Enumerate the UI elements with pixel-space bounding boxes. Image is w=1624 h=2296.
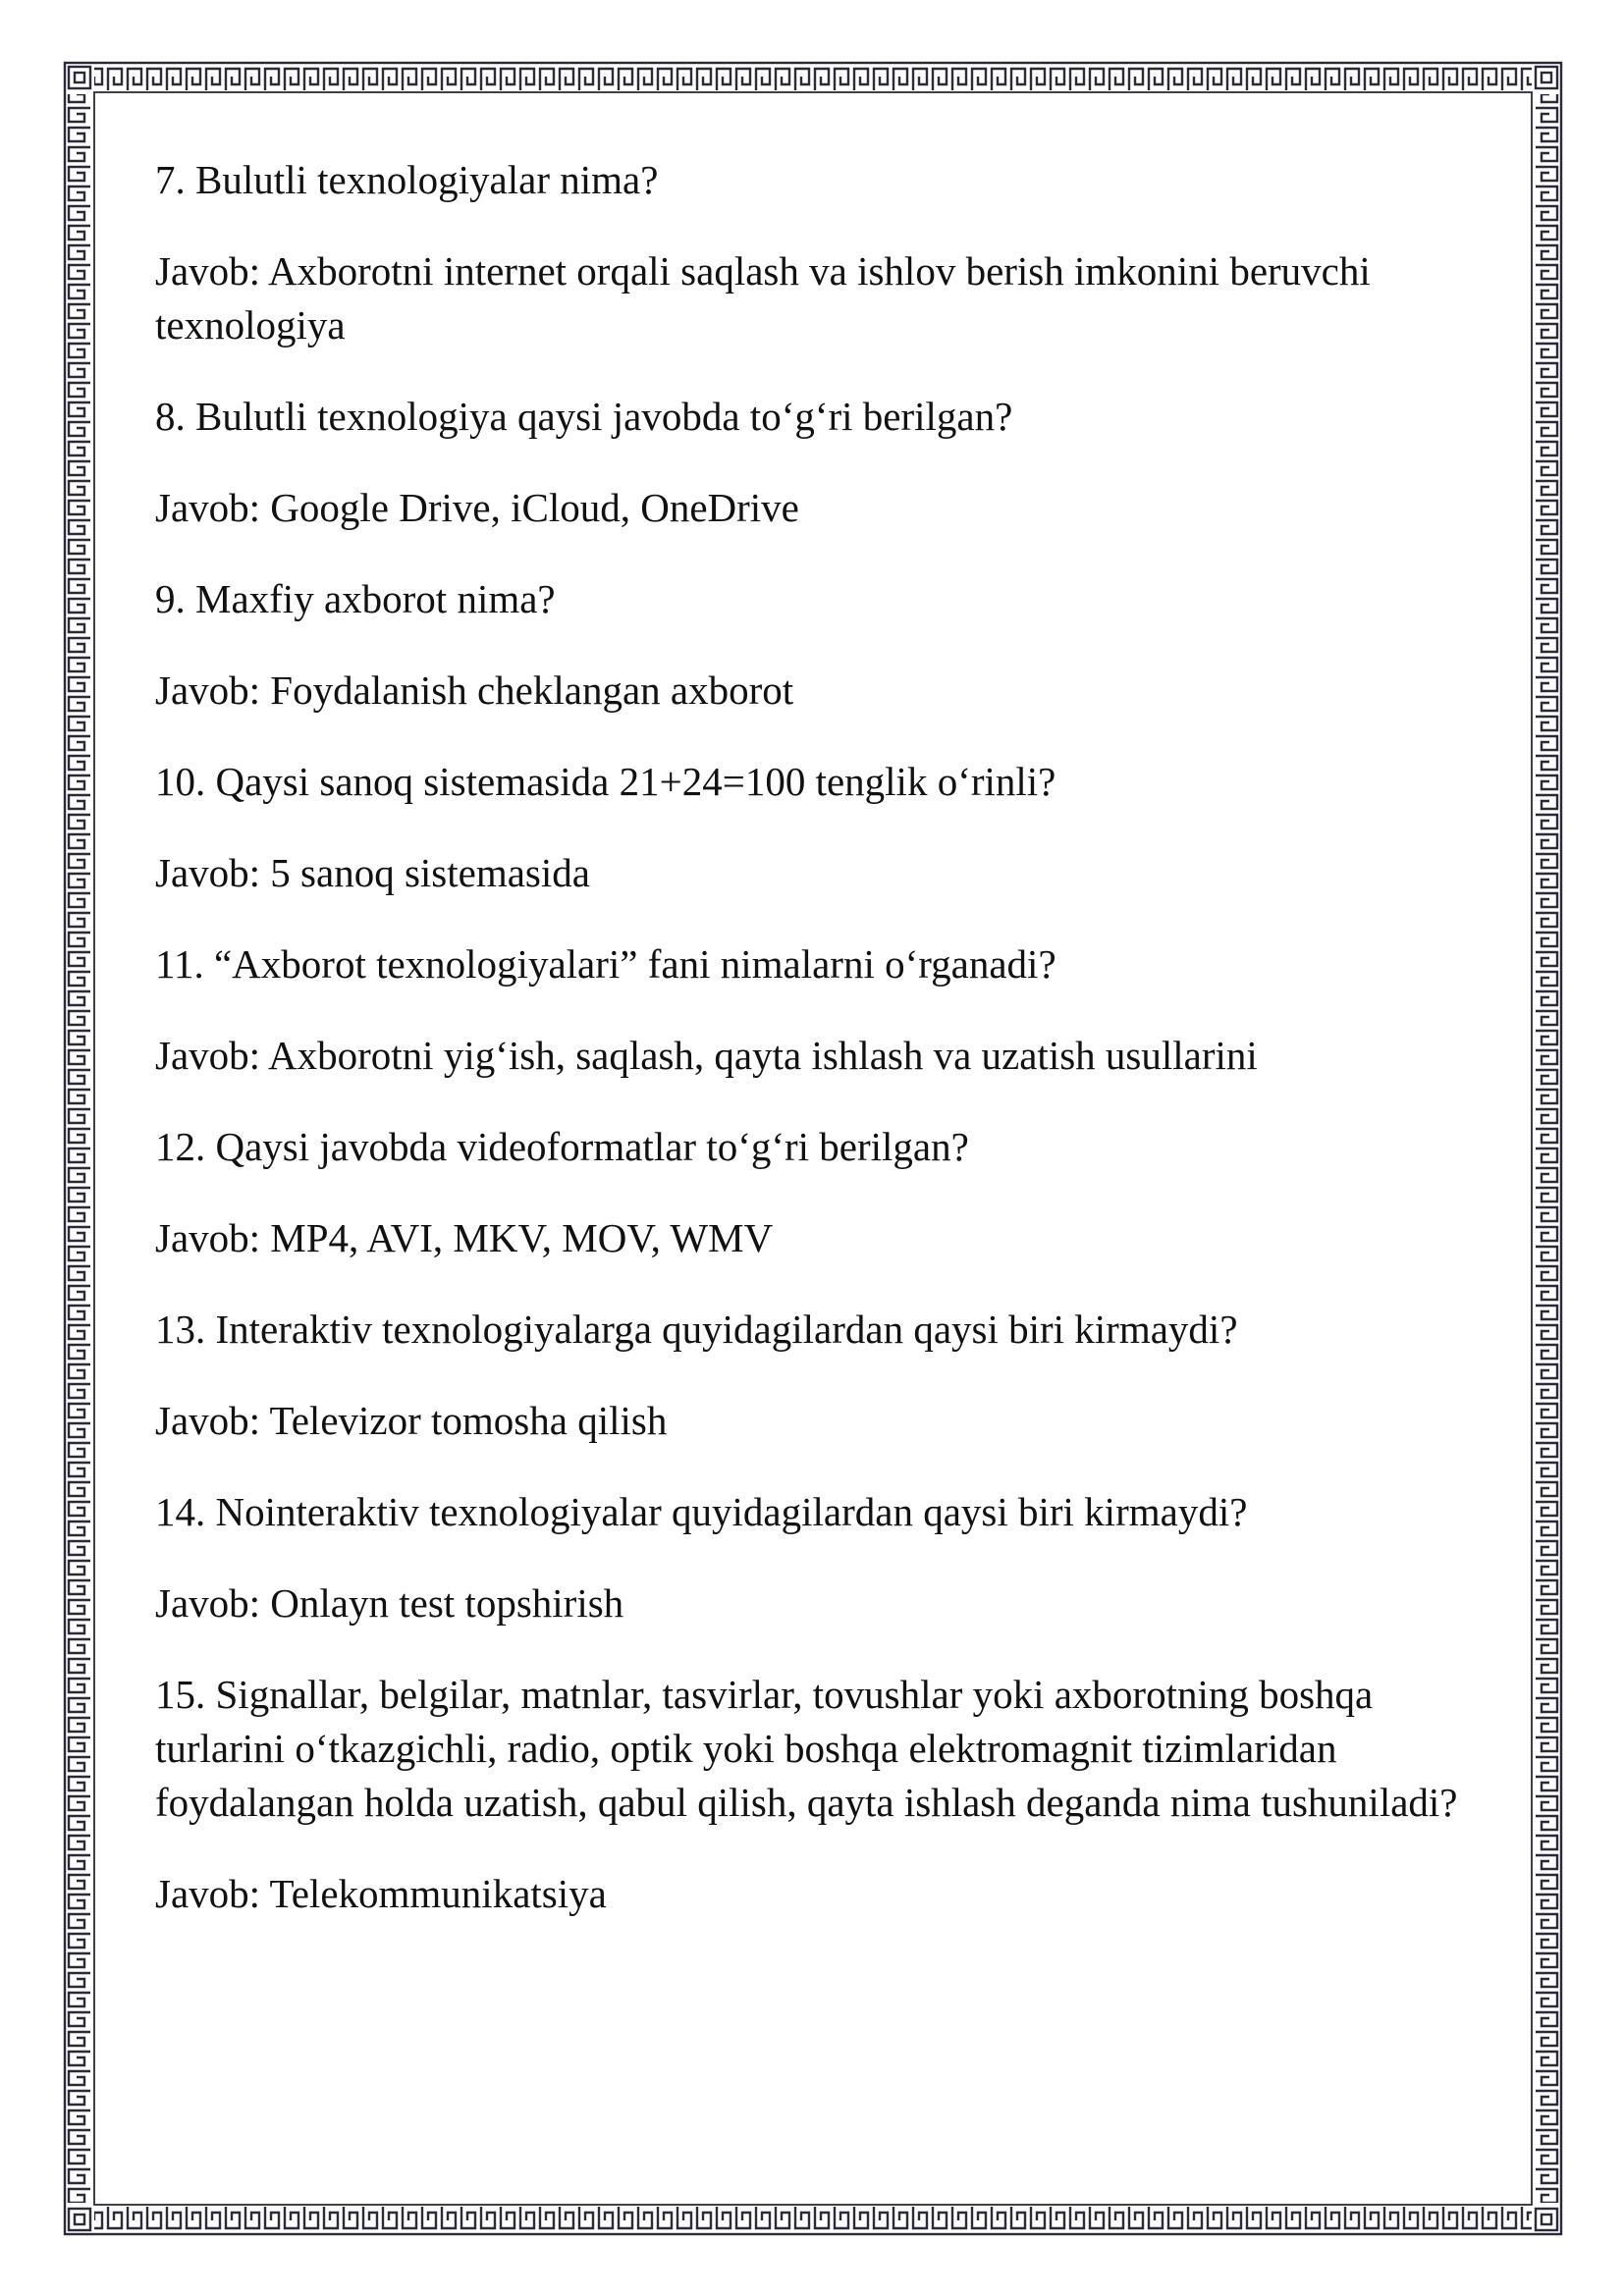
answer-text: Javob: Google Drive, iCloud, OneDrive <box>155 485 799 530</box>
qa-item-11 <box>155 937 1500 1083</box>
answer-text: Javob: Axborotni internet orqali saqlash va ishlov berish imkonini beruvchi texnologiya <box>155 248 1371 347</box>
qa-item-8 <box>155 390 1500 535</box>
qa-item-14 <box>155 1485 1500 1630</box>
answer-text: Javob: Onlayn test topshirish <box>155 1580 624 1626</box>
answer-text: Javob: Telekommunikatsiya <box>155 1871 607 1916</box>
question-text: 12. Qaysi javobda videoformatlar to‘g‘ri berilgan? <box>155 1124 969 1169</box>
question-text: 15. Signallar, belgilar, matnlar, tasvirlar, tovushlar yoki axborotning boshqa turlarini o‘tkazgichli, radio, optik yoki boshqa elektromagnit tizimlaridan foydalangan holda uzatish, qabul qilish, qayta ishlash deganda nima tushuniladi? <box>155 1672 1458 1825</box>
answer-text: Javob: Foydalanish cheklangan axborot <box>155 667 794 713</box>
question-text: 7. Bulutli texnologiyalar nima? <box>155 157 659 202</box>
question-text: 9. Maxfiy axborot nima? <box>155 576 556 621</box>
qa-item-13 <box>155 1303 1500 1448</box>
answer-text: Javob: 5 sanoq sistemasida <box>155 850 590 895</box>
question-text: 10. Qaysi sanoq sistemasida 21+24=100 tenglik o‘rinli? <box>155 759 1056 804</box>
qa-item-15 <box>155 1668 1500 1921</box>
question-text: 13. Interaktiv texnologiyalarga quyidagilardan qaysi biri kirmaydi? <box>155 1307 1238 1352</box>
qa-item-12 <box>155 1120 1500 1265</box>
qa-item-7 <box>155 153 1500 352</box>
question-text: 8. Bulutli texnologiya qaysi javobda to‘g‘ri berilgan? <box>155 394 1013 439</box>
question-text: 14. Nointeraktiv texnologiyalar quyidagilardan qaysi biri kirmaydi? <box>155 1489 1248 1534</box>
answer-text: Javob: MP4, AVI, MKV, MOV, WMV <box>155 1215 774 1260</box>
qa-item-9 <box>155 572 1500 718</box>
qa-list <box>155 153 1500 1958</box>
answer-text: Javob: Televizor tomosha qilish <box>155 1398 668 1443</box>
qa-item-10 <box>155 755 1500 900</box>
answer-text: Javob: Axborotni yig‘ish, saqlash, qayta ishlash va uzatish usullarini <box>155 1033 1258 1078</box>
question-text: 11. “Axborot texnologiyalari” fani nimalarni o‘rganadi? <box>155 941 1056 987</box>
